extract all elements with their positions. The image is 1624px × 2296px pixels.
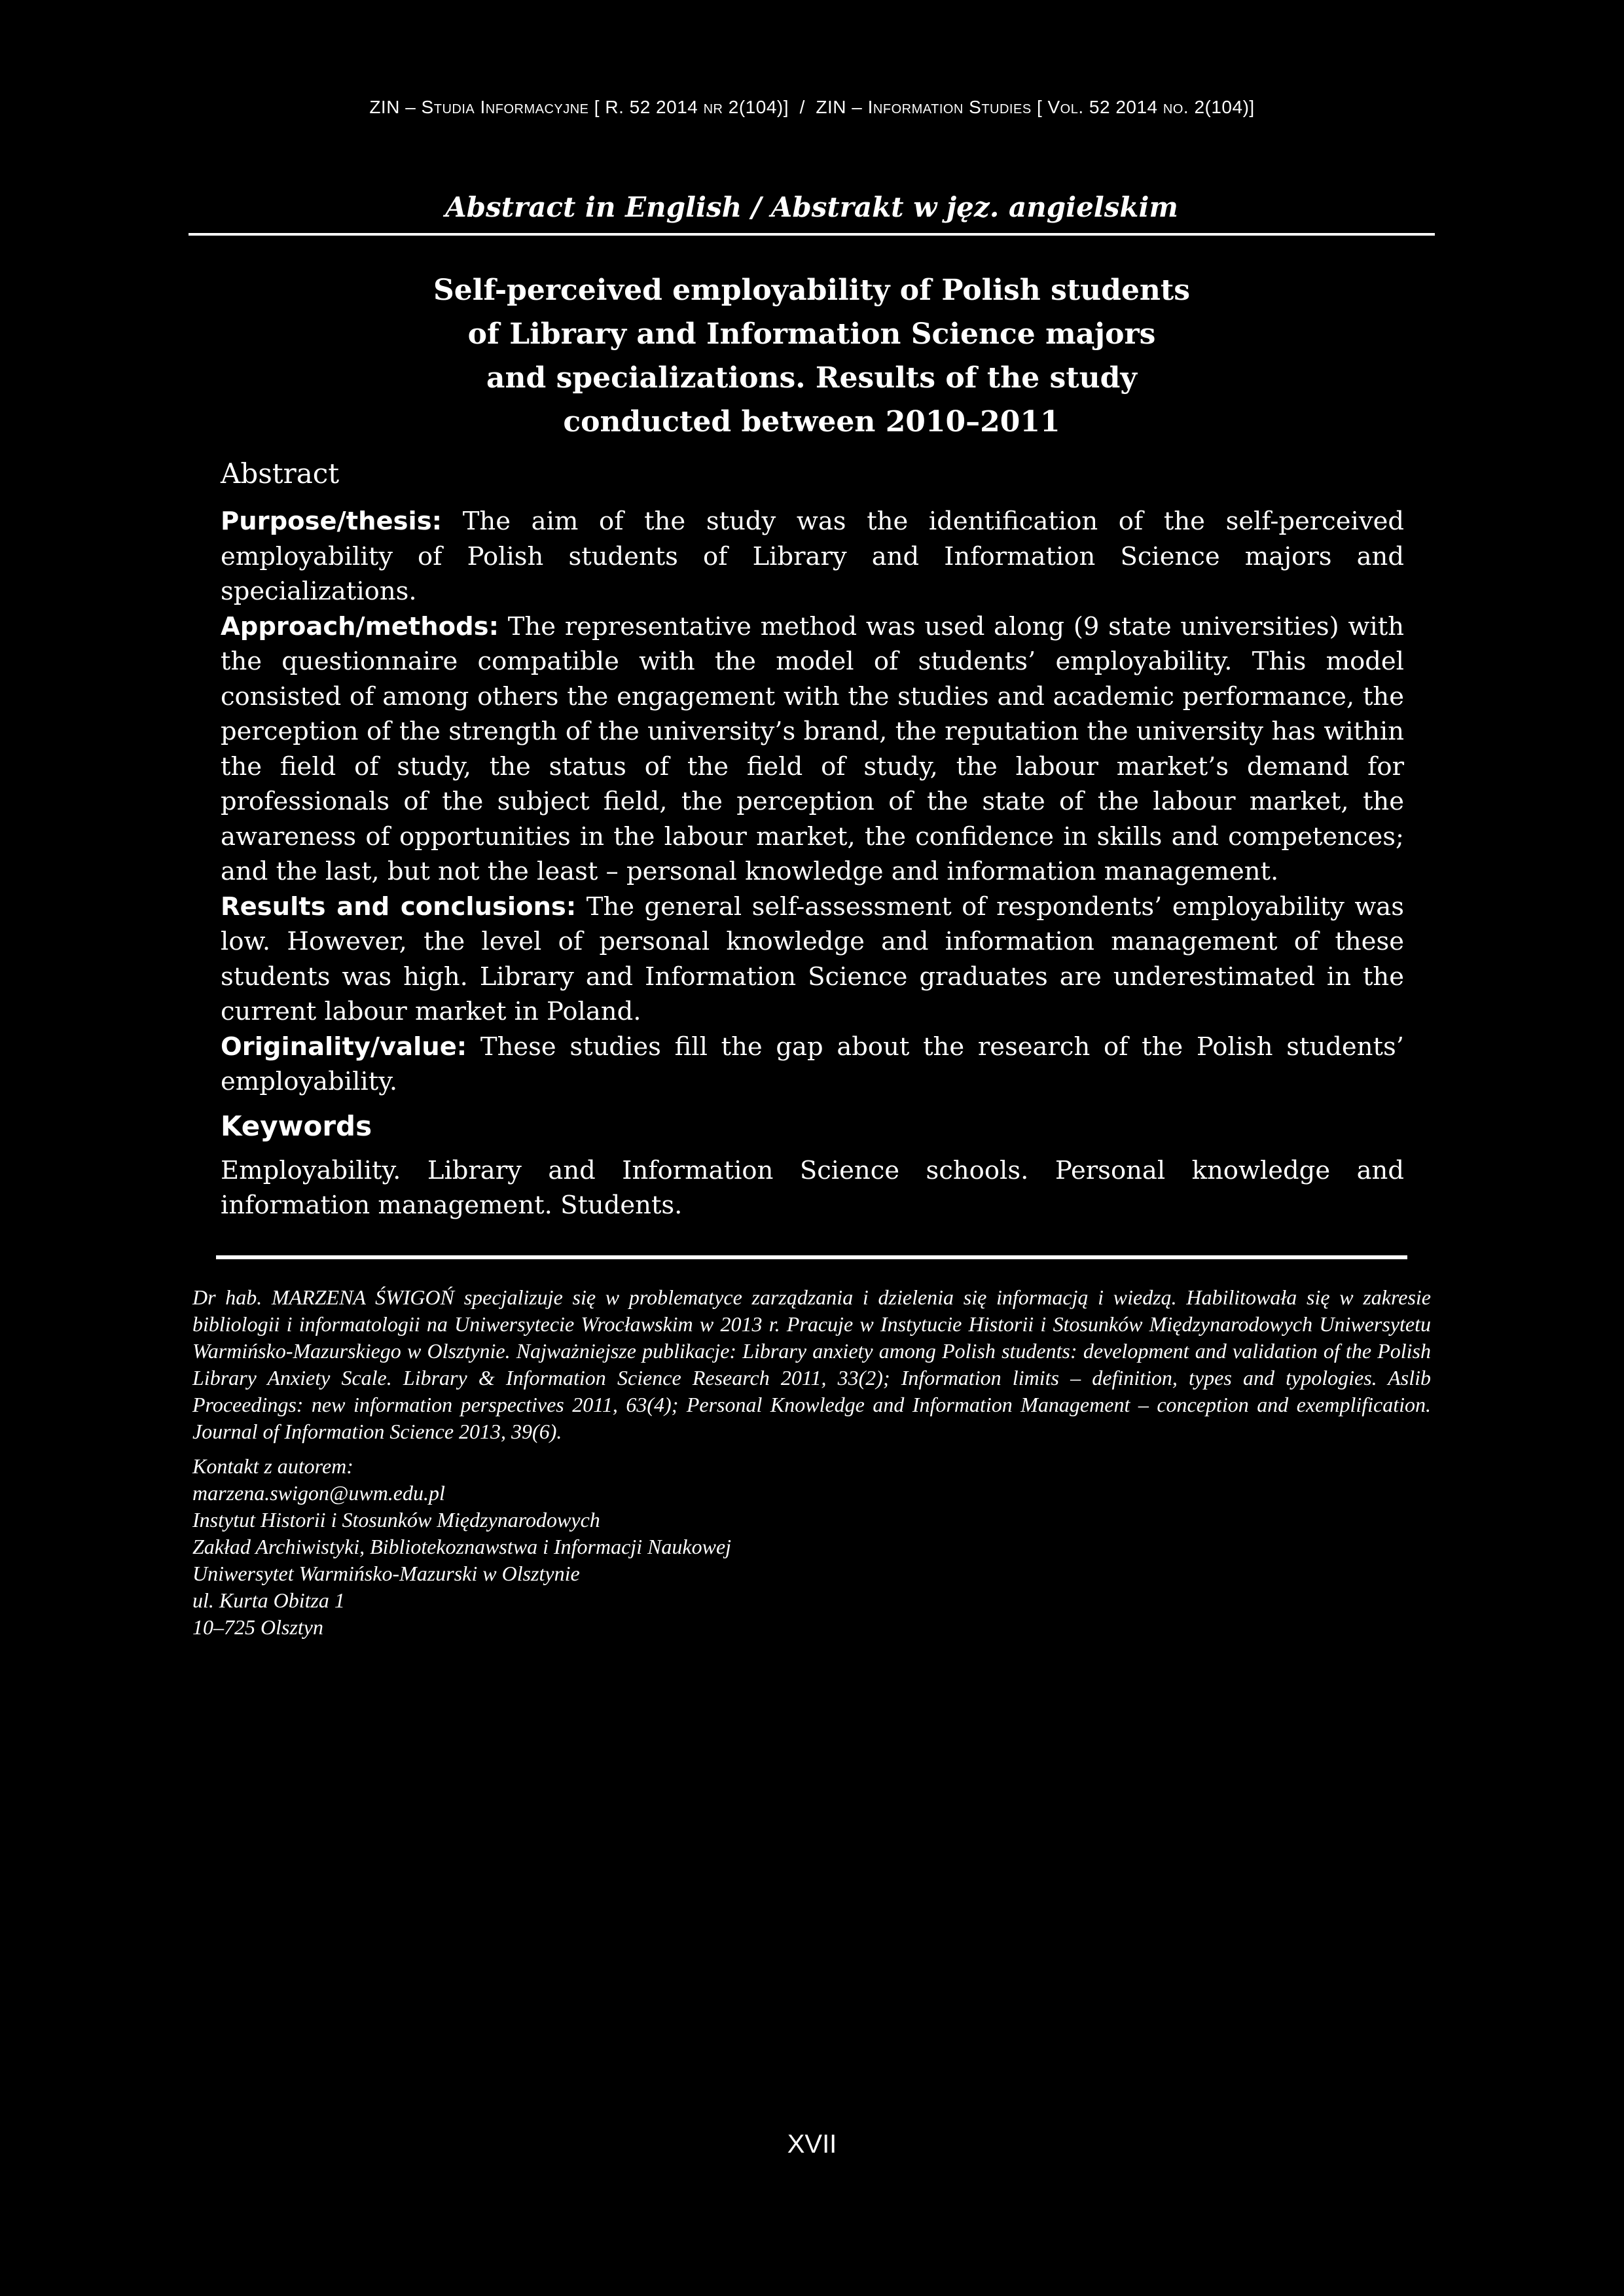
contact-line: Zakład Archiwistyki, Bibliotekoznawstwa i Informacji Naukowej xyxy=(192,1535,732,1558)
abstract-paragraph-originality xyxy=(221,1030,1404,1100)
paragraph-text: The representative method was used along (9 state universities) with the questionnaire compatible with the model of students’ employability. This model consisted of among others the engagement with the studies and academic performance, the perception of the strength of the university’s brand, the reputation the university has within the field of study, the status of the field of study, the labour market’s demand for professionals of the subject field, the perception of the state of the labour market, the awareness of opportunities in the labour market, the confidence in skills and competences; and the last, but not the least – personal knowledge and information management. xyxy=(221,611,1404,886)
contact-line: 10–725 Olsztyn xyxy=(192,1615,323,1639)
page-number: XVII xyxy=(787,2130,837,2159)
running-head-separator: / xyxy=(799,97,805,117)
paragraph-label: Purpose/thesis: xyxy=(221,507,442,536)
abstract-paragraph-purpose xyxy=(221,504,1404,609)
running-head-english: ZIN – Information Studies [ Vol. 52 2014 no. 2(104)] xyxy=(816,97,1255,117)
abstract-section xyxy=(221,454,1404,1223)
author-bio: Dr hab. MARZENA ŚWIGOŃ specjalizuje się w problematyce zarządzania i dzielenia się informacją i wiedzą. Habilitowała się w zakresie bibliologii i informatologii na Uniwersytecie Wrocławskim w 2013 r. Pracuje w Instytucie Historii i Stosunków Międzynarodowych Uniwersytetu Warmińsko-Mazurskiego w Olsztynie. Najważniejsze publikacje: Library anxiety among Polish students: development and validation of the Polish Library Anxiety Scale. Library & Information Science Research 2011, 33(2); Information limits – definition, types and typologies. Aslib Proceedings: new information perspectives 2011, 63(4); Personal Knowledge and Information Management – conception and exemplification. Journal of Information Science 2013, 39(6). xyxy=(192,1285,1431,1443)
title-line: and specializations. Results of the study xyxy=(486,361,1137,395)
contact-email-link[interactable]: marzena.swigon@uwm.edu.pl xyxy=(192,1481,445,1505)
abstract-paragraph-approach xyxy=(221,609,1404,889)
keywords-heading: Keywords xyxy=(221,1109,372,1142)
section-label: Abstract in English / Abstrakt w jęz. angielskim xyxy=(445,191,1178,223)
title-line: Self-perceived employability of Polish students xyxy=(433,274,1191,307)
keywords-text: Employability. Library and Information Science schools. Personal knowledge and information management. Students. xyxy=(221,1155,1404,1220)
paragraph-label: Results and conclusions: xyxy=(221,891,577,922)
contact-heading: Kontakt z autorem: xyxy=(192,1454,353,1478)
contact-line: Instytut Historii i Stosunków Międzynarodowych xyxy=(192,1508,600,1532)
top-divider xyxy=(189,233,1435,236)
abstract-paragraph-results xyxy=(221,889,1404,1030)
bottom-divider xyxy=(216,1255,1407,1259)
paragraph-label: Approach/methods: xyxy=(221,611,499,641)
title-line: of Library and Information Science majors xyxy=(467,317,1156,351)
contact-line: Uniwersytet Warmińsko-Mazurski w Olsztynie xyxy=(192,1562,580,1585)
author-contact xyxy=(192,1453,1431,1641)
paragraph-text: The general self-assessment of respondents’ employability was low. However, the level of personal knowledge and information management of these students was high. Library and Information Science graduates are underestimated in the current labour market in Poland. xyxy=(221,891,1404,1026)
paragraph-text: These studies fill the gap about the research of the Polish students’ employability. xyxy=(221,1031,1404,1096)
title-line: conducted between 2010–2011 xyxy=(563,405,1060,439)
paragraph-text: The aim of the study was the identification of the self-perceived employability of Polish students of Library and Information Science majors and specializations. xyxy=(221,507,1404,606)
paragraph-label: Originality/value: xyxy=(221,1031,467,1062)
running-head-polish: ZIN – Studia Informacyjne [ R. 52 2014 nr 2(104)] xyxy=(369,97,789,117)
abstract-heading: Abstract xyxy=(221,457,340,490)
article-title xyxy=(189,268,1435,444)
running-head xyxy=(0,97,1624,118)
contact-line: ul. Kurta Obitza 1 xyxy=(192,1588,345,1612)
